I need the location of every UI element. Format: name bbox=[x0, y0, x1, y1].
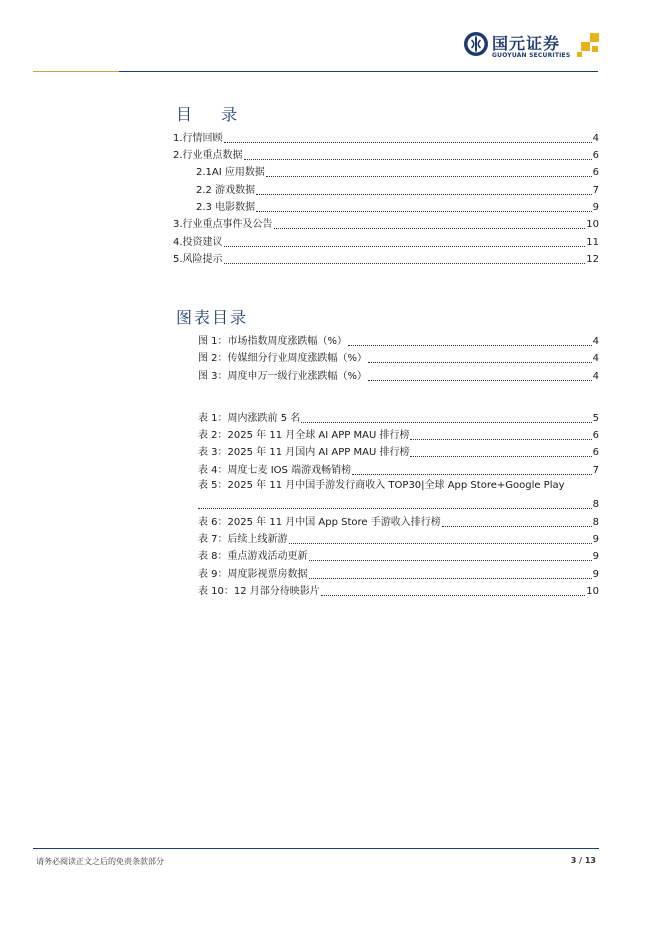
table-item-label: 表 8：重点游戏活动更新 bbox=[198, 551, 308, 562]
leader-dots bbox=[198, 508, 592, 509]
figure-item-page: 4 bbox=[592, 336, 599, 347]
figure-item[interactable] bbox=[198, 369, 599, 383]
toc-subitem[interactable] bbox=[196, 165, 599, 179]
leader-dots bbox=[348, 345, 592, 346]
toc-item-page: 7 bbox=[592, 185, 599, 196]
leader-dots bbox=[410, 439, 591, 440]
company-name-en: GUOYUAN SECURITIES bbox=[492, 52, 571, 59]
toc-item-label: 2.3 电影数据 bbox=[196, 202, 256, 213]
table-item[interactable] bbox=[198, 532, 599, 546]
leader-dots bbox=[309, 578, 592, 579]
toc-item-page: 6 bbox=[592, 167, 599, 178]
table-item-label: 表 9：周度影视票房数据 bbox=[198, 569, 308, 580]
leader-dots bbox=[368, 362, 592, 363]
table-item-page: 9 bbox=[592, 551, 599, 562]
leader-dots bbox=[309, 560, 592, 561]
toc-item[interactable] bbox=[173, 235, 599, 249]
leader-dots bbox=[224, 246, 586, 247]
toc-title: 目 录 bbox=[176, 105, 250, 124]
leader-dots bbox=[410, 456, 591, 457]
table-item-page: 9 bbox=[592, 569, 599, 580]
toc-item[interactable] bbox=[173, 131, 599, 145]
table-item[interactable] bbox=[198, 515, 599, 529]
toc-item-label: 4.投资建议 bbox=[173, 237, 223, 248]
toc-item-page: 4 bbox=[592, 133, 599, 144]
table-item-wrapped[interactable] bbox=[198, 480, 599, 492]
toc-item-label: 5.风险提示 bbox=[173, 254, 223, 265]
table-item[interactable] bbox=[198, 445, 599, 459]
toc-item[interactable] bbox=[173, 217, 599, 231]
toc-subitem[interactable] bbox=[196, 183, 599, 197]
table-item-label: 表 10：12 月部分待映影片 bbox=[198, 586, 320, 597]
company-name-cn: 国元证券 bbox=[492, 34, 561, 53]
leader-dots bbox=[256, 194, 592, 195]
table-item[interactable] bbox=[198, 549, 599, 563]
leader-dots bbox=[266, 176, 592, 177]
table-item-page: 6 bbox=[592, 447, 599, 458]
leader-dots bbox=[368, 380, 592, 381]
table-item-label: 表 6：2025 年 11 月中国 App Store 手游收入排行榜 bbox=[198, 517, 441, 528]
leader-dots bbox=[224, 142, 592, 143]
gold-squares-icon bbox=[577, 33, 601, 57]
toc-item-label: 2.2 游戏数据 bbox=[196, 185, 256, 196]
figure-item-page: 4 bbox=[592, 371, 599, 382]
leader-dots bbox=[301, 422, 591, 423]
table-item-page: 5 bbox=[592, 413, 599, 424]
table-item[interactable] bbox=[198, 567, 599, 581]
toc-item-page: 11 bbox=[586, 237, 599, 248]
toc-item-label: 2.行业重点数据 bbox=[173, 150, 243, 161]
toc-item-page: 10 bbox=[586, 219, 599, 230]
leader-dots bbox=[442, 526, 592, 527]
table-item-page: 8 bbox=[592, 517, 599, 528]
figure-item[interactable] bbox=[198, 334, 599, 348]
table-item-label: 表 2：2025 年 11 月全球 AI APP MAU 排行榜 bbox=[198, 430, 410, 441]
toc-item-label: 1.行情回顾 bbox=[173, 133, 223, 144]
leader-dots bbox=[321, 595, 585, 596]
header-rule bbox=[119, 71, 598, 72]
figure-item[interactable] bbox=[198, 351, 599, 365]
table-item-page: 10 bbox=[586, 586, 599, 597]
leader-dots bbox=[224, 263, 586, 264]
page-number: 3 / 13 bbox=[570, 856, 596, 865]
toc-item[interactable] bbox=[173, 252, 599, 266]
table-item-page: 7 bbox=[592, 465, 599, 476]
leader-dots bbox=[256, 211, 592, 212]
table-item-label: 表 1：周内涨跌前 5 名 bbox=[198, 413, 301, 424]
figure-item-label: 图 3：周度申万一级行业涨跌幅（%） bbox=[198, 371, 368, 382]
toc-item[interactable] bbox=[173, 148, 599, 162]
toc-subitem[interactable] bbox=[196, 200, 599, 214]
leader-dots bbox=[244, 159, 592, 160]
header-rule-accent bbox=[33, 71, 119, 72]
toc-item-page: 12 bbox=[586, 254, 599, 265]
footer-disclaimer: 请务必阅读正文之后的免责条款部分 bbox=[36, 857, 164, 866]
table-item[interactable] bbox=[198, 428, 599, 442]
leader-dots bbox=[289, 543, 592, 544]
toc-item-label: 2.1AI 应用数据 bbox=[196, 167, 265, 178]
leader-dots bbox=[352, 474, 592, 475]
table-item-label: 表 5：2025 年 11 月中国手游发行商收入 TOP30|全球 App Store+Google Play bbox=[198, 480, 565, 491]
toc-item-label: 3.行业重点事件及公告 bbox=[173, 219, 273, 230]
table-item[interactable] bbox=[198, 411, 599, 425]
figures-title: 图表目录 bbox=[176, 308, 249, 327]
leader-dots bbox=[274, 228, 586, 229]
footer-rule bbox=[33, 848, 599, 849]
table-item-label: 表 4：周度七麦 IOS 端游戏畅销榜 bbox=[198, 465, 352, 476]
table-item-label: 表 7：后续上线新游 bbox=[198, 534, 288, 545]
table-item-continuation[interactable] bbox=[198, 497, 599, 511]
company-logo bbox=[463, 30, 603, 64]
guoyuan-emblem-icon bbox=[463, 31, 489, 57]
table-item[interactable] bbox=[198, 463, 599, 477]
table-item-label: 表 3：2025 年 11 月国内 AI APP MAU 排行榜 bbox=[198, 447, 410, 458]
figure-item-page: 4 bbox=[592, 353, 599, 364]
figure-item-label: 图 2：传媒细分行业周度涨跌幅（%） bbox=[198, 353, 368, 364]
figure-item-label: 图 1：市场指数周度涨跌幅（%） bbox=[198, 336, 348, 347]
table-item-page: 6 bbox=[592, 430, 599, 441]
toc-item-page: 6 bbox=[592, 150, 599, 161]
table-item-page: 8 bbox=[592, 499, 599, 510]
table-item-page: 9 bbox=[592, 534, 599, 545]
toc-item-page: 9 bbox=[592, 202, 599, 213]
table-item[interactable] bbox=[198, 584, 599, 598]
